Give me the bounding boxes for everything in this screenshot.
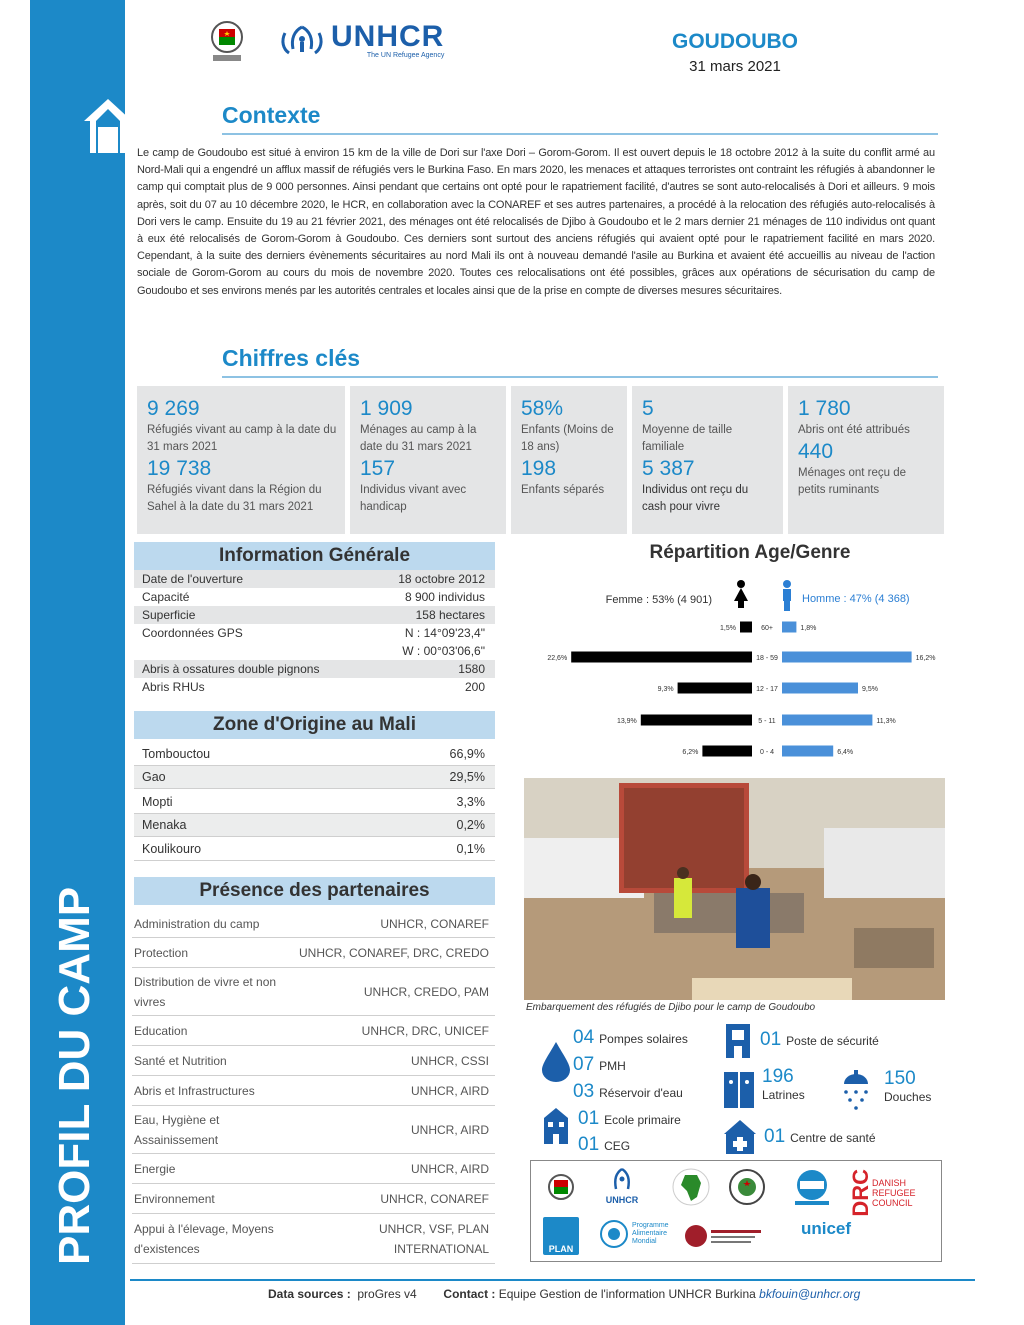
info-row: Date de l'ouverture 18 octobre 2012 — [134, 570, 495, 588]
data-label-femme: 9,3% — [657, 686, 674, 693]
unicef-logo: unicef — [800, 1219, 852, 1238]
bar-femme — [678, 683, 752, 694]
info-generale-heading: Information Générale — [134, 542, 495, 570]
key-figure-card — [788, 386, 944, 534]
pam-logo: Programme Alimentaire Mondial — [599, 1219, 679, 1249]
bar-homme — [782, 683, 858, 694]
chiffres-rule — [222, 376, 938, 378]
origin-row: Gao 29,5% — [134, 766, 495, 789]
header-logos — [205, 15, 444, 65]
data-label-homme: 9,5% — [862, 686, 878, 693]
cssi-logo-icon — [791, 1167, 833, 1207]
unhcr-small-logo: UNHCR — [597, 1167, 647, 1205]
camp-name: GOUDOUBO — [672, 30, 798, 53]
sidebar-band — [30, 0, 125, 1325]
info-row: Abris à ossatures double pignons 1580 — [134, 660, 495, 678]
legend-homme: Homme : 47% (4 368) — [802, 593, 910, 605]
footer-rule — [130, 1279, 975, 1281]
zone-origine-heading: Zone d'Origine au Mali — [134, 711, 495, 739]
plan-logo: PLAN — [543, 1217, 579, 1255]
key-figure-label: Individus ont reçu du cash pour vivre — [642, 484, 749, 513]
key-figure-value: 198 — [521, 457, 557, 480]
data-label-homme: 11,3% — [876, 718, 896, 725]
partner-row: Energie UNHCR, AIRD — [132, 1154, 495, 1184]
key-figure-value: 58% — [521, 397, 564, 420]
partner-logos-box — [530, 1160, 942, 1262]
key-figure-card — [137, 386, 345, 534]
chiffres-heading: Chiffres clés — [222, 345, 361, 371]
unhcr-wordmark: UNHCR — [331, 19, 445, 53]
burkina-emblem-icon — [543, 1169, 579, 1209]
key-figure-label: Enfants séparés — [521, 484, 605, 496]
partner-row: Appui à l'élevage, Moyens d'existences UNHCR, VSF, PLAN INTERNATIONAL — [132, 1214, 495, 1264]
bar-femme — [702, 746, 752, 757]
key-figure-card — [511, 386, 627, 534]
bar-homme — [782, 652, 912, 663]
vsf-logo-icon — [683, 1221, 767, 1251]
info-row: Coordonnées GPS N : 14°09'23,4" W : 00°03'06,6" — [142, 626, 485, 658]
partner-row: Abris et Infrastructures UNHCR, AIRD — [132, 1076, 495, 1106]
chart-title: Répartition Age/Genre — [649, 542, 851, 563]
age-category-label: 12 - 17 — [756, 686, 778, 693]
data-label-femme: 6,2% — [682, 749, 699, 756]
partenaires-heading: Présence des partenaires — [134, 877, 495, 905]
infra-item: 01 Poste de sécurité — [760, 1029, 879, 1050]
contexte-heading: Contexte — [222, 102, 321, 128]
data-label-femme: 22,6% — [547, 655, 568, 662]
infra-item: 01 Ecole primaire — [578, 1108, 681, 1129]
data-label-homme: 1,8% — [800, 625, 817, 632]
partner-row: Santé et Nutrition UNHCR, CSSI — [132, 1046, 495, 1076]
boarding-photo — [524, 778, 945, 1000]
infra-item: 01 Centre de santé — [764, 1126, 876, 1147]
key-figure-card — [350, 386, 506, 534]
key-figure-label: Abris ont été attribués — [798, 424, 910, 436]
male-icon — [783, 580, 791, 611]
drc-logo: DRC DANISH REFUGEE COUNCIL — [848, 1169, 916, 1217]
key-figure-label: Ménages au camp à la date du 31 mars 2021 — [360, 424, 477, 453]
key-figure-value: 9 269 — [147, 397, 200, 420]
contexte-text: Le camp de Goudoubo est situé à environ 15 km de la ville de Dori sur l'axe Dori – Gorom-Gorom. Il est ouvert depuis le 18 octobre 2012 à la suite du conflit armé au Nord-Mali qui a engendré un afflux massif de réfugiés vers le Burkina Faso. En mars 2020, les menaces et attaques terroristes ont contraint les réfugiés à abandonner le camp qui comptait plus de 9 000 personnes. Ainsi pendant que certains ont opté pour le rapatriement facilité, d'autres se sont auto-relocalisés à Dori et ailleurs. 9 mois après, soit du 07 au 10 décembre 2020, le HCR, en collaboration avec la CONAREF et ses autres partenaires, a procédé à la relocation des réfugiés auto-relocalisés à Dori vers le camp. Ensuite du 19 au 21 février 2021, des ménages ont été relocalisés de Djibo à Goudoubo et le 2 mars dernier 21 ménages de 110 individus ont quant à eux été relocalisés de Gorom-Gorom à Goudoubo. Ces derniers sont surtout des anciens réfugiés qui avaient opté pour le rapatriement facilité en mars 2020. Cependant, à la suite des derniers évènements sécuritaires au nord Mali ils ont à nouveau demandé l'asile au Burkina et avaient été accueillis au niveau de l'action sociale de Gorom-Gorom au cours du mois de novembre 2020. Toutes ces relocalisations ont été possibles, grâces aux opérations de sécurisation du camp de Goudoubo et ses environs menés par les autorités centrales et locales ainsi que de la prise en compte de diverses mesures sécuritaires. — [137, 147, 935, 297]
unhcr-tagline: The UN Refugee Agency — [366, 51, 445, 59]
shower-icon — [838, 1068, 874, 1112]
bar-homme — [782, 622, 796, 633]
key-figure-value: 19 738 — [147, 457, 212, 480]
infra-item: 07 PMH — [573, 1054, 626, 1075]
partner-row: Education UNHCR, DRC, UNICEF — [132, 1016, 495, 1046]
burkina-emblem-icon — [205, 15, 249, 65]
info-row: Capacité 8 900 individus — [142, 590, 485, 604]
data-label-femme: 13,9% — [616, 718, 637, 725]
age-category-label: 18 - 59 — [756, 655, 778, 662]
camp-title-block — [640, 30, 830, 75]
unhcr-logo — [279, 19, 445, 59]
infra-item: 04 Pompes solaires — [573, 1027, 688, 1048]
bar-femme — [641, 715, 752, 726]
bar-femme — [740, 622, 752, 633]
origin-row: Menaka 0,2% — [134, 814, 495, 837]
ministry-seal-icon — [727, 1167, 767, 1207]
infra-item: 196 Latrines — [762, 1066, 805, 1102]
female-icon — [734, 580, 748, 608]
key-figure-label: Individus vivant avec handicap — [360, 484, 467, 513]
data-label-homme: 16,2% — [915, 655, 936, 662]
infra-item: 03 Réservoir d'eau — [573, 1081, 683, 1102]
key-figure-label: Réfugiés vivant dans la Région du Sahel à la date du 31 mars 2021 — [147, 484, 322, 513]
infra-item: 150 Douches — [884, 1068, 932, 1104]
africa-map-icon — [671, 1167, 711, 1207]
age-category-label: 0 - 4 — [759, 749, 775, 756]
house-icon — [82, 95, 134, 155]
partner-row: Protection UNHCR, CONAREF, DRC, CREDO — [132, 938, 495, 968]
contexte-rule — [222, 133, 938, 135]
partner-row: Environnement UNHCR, CONAREF — [132, 1184, 495, 1214]
bar-homme — [782, 746, 833, 757]
key-figure-label: Ménages ont reçu de petits ruminants — [798, 467, 907, 496]
bar-homme — [782, 715, 872, 726]
info-row: Abris RHUs 200 — [142, 680, 485, 694]
key-figure-value: 1 780 — [798, 397, 851, 420]
origin-row: Mopti 3,3% — [134, 791, 495, 814]
info-row: Superficie 158 hectares — [134, 606, 495, 624]
bar-femme — [571, 652, 752, 663]
partner-row: Distribution de vivre et non vivres UNHCR, CREDO, PAM — [132, 968, 495, 1016]
water-drop-icon — [540, 1040, 572, 1082]
origin-row: Koulikouro 0,1% — [134, 838, 495, 861]
origin-row: Tombouctou 66,9% — [134, 743, 495, 766]
key-figure-label: Enfants (Moins de 18 ans) — [521, 424, 614, 453]
health-center-icon — [722, 1118, 758, 1156]
key-figure-card — [632, 386, 783, 534]
key-figure-label: Moyenne de taille familiale — [642, 424, 733, 453]
infra-item: 01 CEG — [578, 1134, 631, 1155]
key-figure-value: 440 — [798, 440, 834, 463]
key-figure-value: 1 909 — [360, 397, 413, 420]
report-date: 31 mars 2021 — [689, 58, 781, 75]
key-figure-label: Réfugiés vivant au camp à la date du 31 mars 2021 — [147, 424, 337, 453]
legend-femme: Femme : 53% (4 901) — [605, 594, 712, 606]
vertical-title: PROFIL DU CAMP — [50, 886, 99, 1265]
contact-email-link[interactable]: bkfouin@unhcr.org — [759, 1287, 861, 1301]
photo-caption: Embarquement des réfugiés de Djibo pour le camp de Goudoubo — [526, 1002, 816, 1013]
security-post-icon — [724, 1022, 752, 1060]
footer: Data sources : proGres v4 Contact : Equipe Gestion de l'information UNHCR Burkina bkfouin@unhcr.org — [268, 1287, 861, 1301]
latrine-icon — [722, 1070, 756, 1110]
data-label-femme: 1,5% — [720, 625, 736, 632]
partner-row: Administration du camp UNHCR, CONAREF — [132, 910, 495, 938]
data-label-homme: 6,4% — [837, 749, 854, 756]
unhcr-emblem-icon — [279, 23, 325, 57]
school-icon — [538, 1106, 574, 1146]
age-gender-pyramid — [524, 575, 944, 770]
key-figure-value: 157 — [360, 457, 396, 480]
key-figure-value: 5 387 — [642, 457, 695, 480]
key-figure-value: 5 — [642, 397, 654, 420]
age-category-label: 60+ — [761, 625, 773, 632]
partner-row: Eau, Hygiène et Assainissement UNHCR, AIRD — [132, 1106, 495, 1154]
age-category-label: 5 - 11 — [758, 718, 776, 725]
